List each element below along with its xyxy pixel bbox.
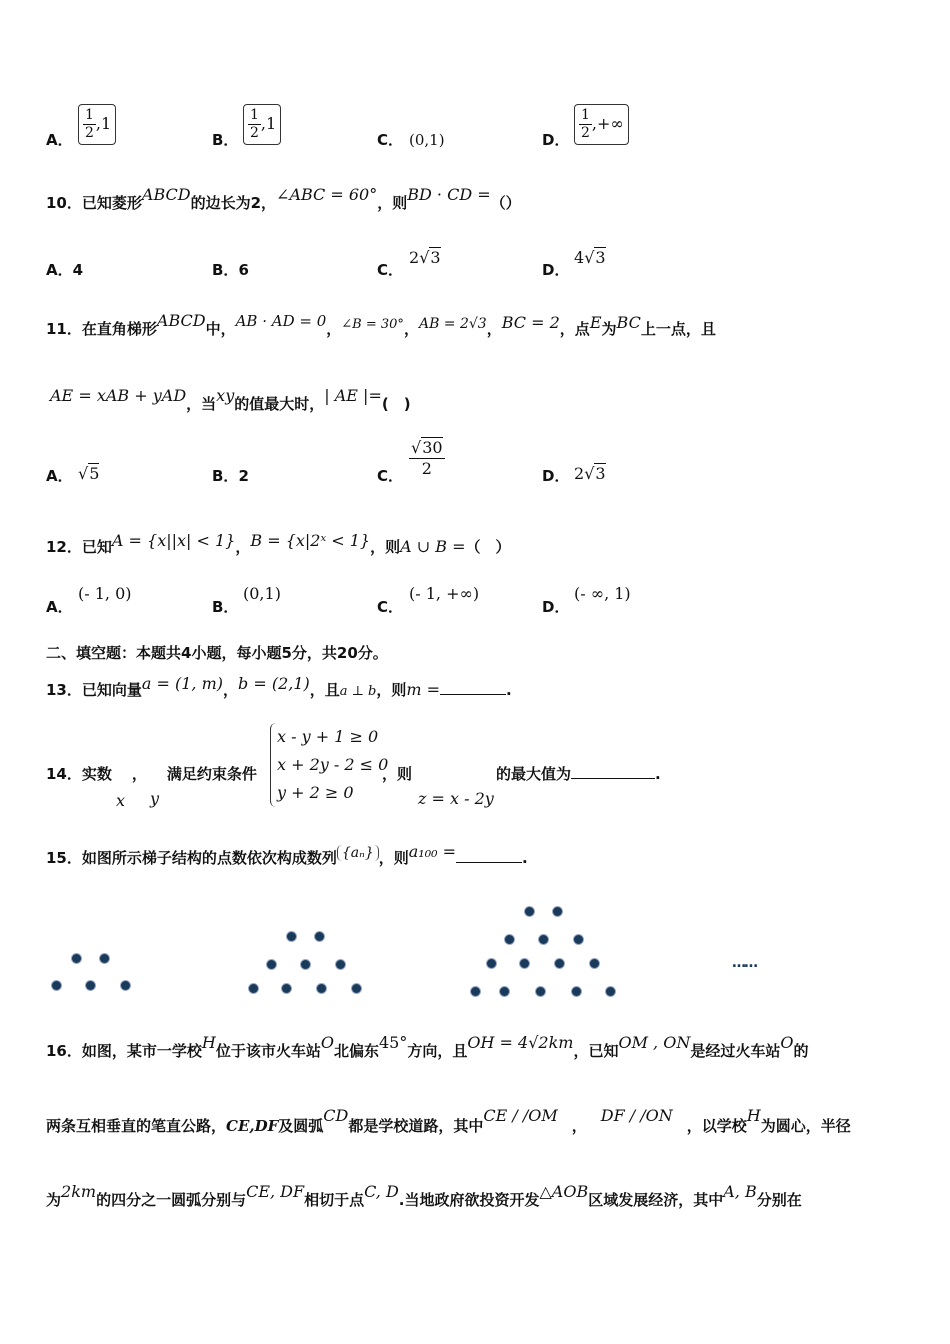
question-13: 13．已知向量a = (1, m)，b = (2,1)，且a ⊥ b，则m = . bbox=[46, 674, 512, 699]
dot bbox=[525, 907, 534, 916]
q14-then: ，则 bbox=[382, 765, 413, 783]
q12-option-b-value: (0,1) bbox=[243, 584, 281, 603]
q12-option-a-label: A． bbox=[46, 598, 73, 616]
q12-option-d-label: D． bbox=[542, 598, 570, 616]
q14-var-y: y bbox=[150, 789, 160, 808]
dot bbox=[100, 954, 109, 963]
q10-option-c-label: C． bbox=[377, 261, 404, 279]
dot bbox=[606, 987, 615, 996]
dot bbox=[555, 959, 564, 968]
q11-option-c-label: C． bbox=[377, 467, 404, 485]
q10-option-b: B．6 bbox=[212, 261, 249, 279]
q12-option-b-label: B． bbox=[212, 598, 239, 616]
dot bbox=[536, 987, 545, 996]
q9-option-d-value: $\frac{1}{2}$ ,+∞ bbox=[574, 104, 629, 145]
dot bbox=[52, 981, 61, 990]
question-11: 11．在直角梯形ABCD中，AB · AD = 0，∠B = 30°，AB = 2√3，BC = 2，点E为BC上一点，且 bbox=[46, 311, 716, 338]
q9-option-c-value: (0,1) bbox=[409, 131, 445, 149]
dot bbox=[500, 987, 509, 996]
dot bbox=[352, 984, 361, 993]
dot bbox=[574, 935, 583, 944]
dot bbox=[121, 981, 130, 990]
q9-option-d-label: D． bbox=[542, 131, 570, 149]
q11-option-a-value: √5 bbox=[78, 464, 100, 483]
dot bbox=[505, 935, 514, 944]
dot bbox=[317, 984, 326, 993]
q9-option-a-value: $\frac{1}{2}$ ,1 bbox=[78, 104, 116, 145]
dot bbox=[487, 959, 496, 968]
q11-option-c-value: $\frac{√30}{2}$ bbox=[411, 438, 443, 478]
dot bbox=[590, 959, 599, 968]
q14-constraint-system: x - y + 1 ≥ 0 x + 2y - 2 ≤ 0 y + 2 ≥ 0 bbox=[270, 723, 388, 807]
q9-option-a-label: A． bbox=[46, 131, 73, 149]
q12-option-d-value: (- ∞, 1) bbox=[574, 584, 631, 603]
dot bbox=[471, 987, 480, 996]
q10-option-d-value: 4√3 bbox=[574, 248, 606, 267]
q11-option-d-label: D． bbox=[542, 467, 570, 485]
q10-option-d-label: D． bbox=[542, 261, 570, 279]
question-15: 15．如图所示梯子结构的点数依次构成数列 {aₙ} ，则a₁₀₀ = . bbox=[46, 842, 528, 867]
q9-option-b-value: $\frac{1}{2}$ ,1 bbox=[243, 104, 281, 145]
dot bbox=[249, 984, 258, 993]
q12-option-a-value: (- 1, 0) bbox=[78, 584, 132, 603]
question-16-line-3: 为2km的四分之一圆弧分别与CE, DF相切于点C, D.当地政府欲投资开发△AOB区域发展经济，其中A, B分别在 bbox=[46, 1182, 802, 1209]
dot bbox=[520, 959, 529, 968]
question-14: 14．实数 ， 满足约束条件 bbox=[46, 765, 257, 783]
question-12: 12．已知A = {x||x| < 1}，B = {x|2ˣ < 1}，则A ∪ B =（ ） bbox=[46, 531, 511, 556]
question-16-line-2: 两条互相垂直的笔直公路，CE,DF及圆弧CD都是学校道路，其中CE / /OM，DF / /ON，以学校H为圆心，半径 bbox=[46, 1106, 851, 1135]
dot bbox=[336, 960, 345, 969]
dot bbox=[282, 984, 291, 993]
q11-option-b: B．2 bbox=[212, 467, 249, 485]
section-2-heading: 二、填空题：本题共4小题，每小题5分，共20分。 bbox=[46, 644, 388, 662]
q12-option-c-label: C． bbox=[377, 598, 404, 616]
dot bbox=[553, 907, 562, 916]
dot bbox=[267, 960, 276, 969]
q14-objective: z = x - 2y bbox=[418, 789, 494, 808]
dot bbox=[572, 987, 581, 996]
q9-option-c-label: C． bbox=[377, 131, 404, 149]
dot bbox=[86, 981, 95, 990]
q10-option-c-value: 2√3 bbox=[409, 248, 441, 267]
q14-var-x: x bbox=[116, 791, 126, 810]
question-11-line-2: AE = xAB + yAD，当xy的值最大时，| AE |=( ) bbox=[50, 386, 411, 413]
dot bbox=[315, 932, 324, 941]
dot bbox=[72, 954, 81, 963]
q9-option-b-label: B． bbox=[212, 131, 239, 149]
dot bbox=[287, 932, 296, 941]
dot bbox=[539, 935, 548, 944]
q12-option-c-value: (- 1, +∞) bbox=[409, 584, 480, 603]
ladder-ellipsis: …… bbox=[732, 955, 756, 971]
q11-option-d-value: 2√3 bbox=[574, 464, 606, 483]
q14-ask: 的最大值为 . bbox=[496, 765, 661, 783]
dot bbox=[301, 960, 310, 969]
q10-option-a: A．4 bbox=[46, 261, 84, 279]
question-10: 10．已知菱形ABCD的边长为2，∠ABC = 60°，则BD · CD =（） bbox=[46, 185, 521, 212]
q11-option-a-label: A． bbox=[46, 467, 73, 485]
question-16: 16．如图，某市一学校H位于该市火车站O北偏东45°方向，且OH = 4√2km，已知OM , ON是经过火车站O的 bbox=[46, 1033, 809, 1060]
